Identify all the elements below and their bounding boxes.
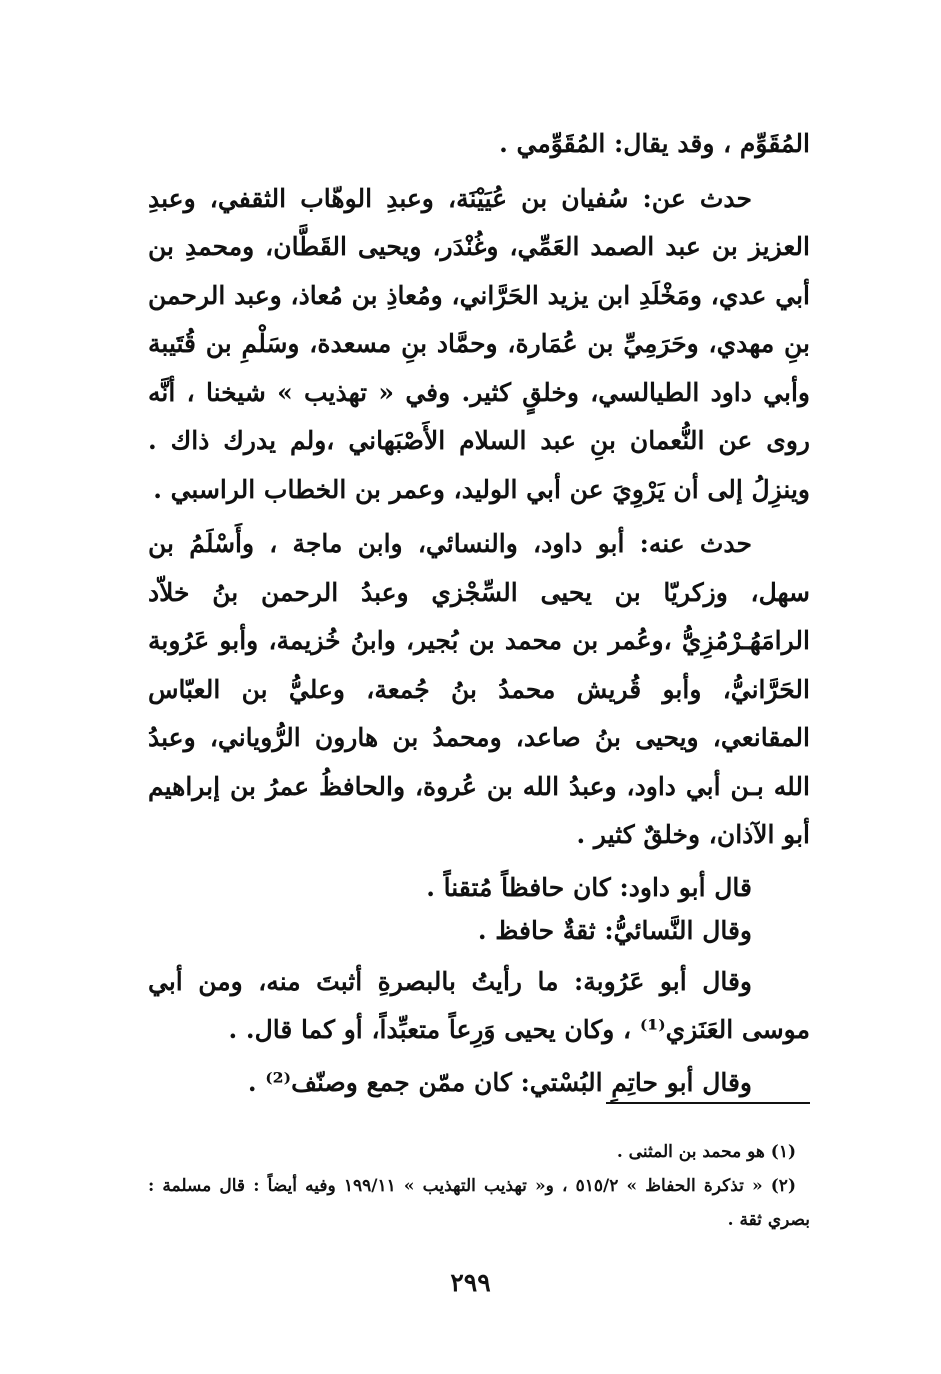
main-text xyxy=(148,120,810,1104)
footnote-2: (٢) « تذكرة الحفاظ » ٥١٥/٢ ، و« تهذيب التهذيب » ١٩٩/١١ وفيه أيضاً : قال مسلمة : بصري ثقة . xyxy=(148,1176,810,1230)
paragraph-students: حدث عنه: أبو داود، والنسائي، وابن ماجة ، وأَسْلَمُ بن سهل، وزكريّا بن يحيى السِّجْزي وعبدُ الرحمن بنُ خلاّد الرامَهُـرْمُزِيُّ ،وعُمر بن محمد بن بُجير، وابنُ خُزيمة، وأبو عَرُوبة الحَرَّانيُّ، وأبو قُريش محمدُ بنُ جُمعة، وعليُّ بن العبّاس المقانعي، ويحيى بنُ صاعد، ومحمدُ بن هارون الرُّوياني، وعبدُ الله بـن أبي داود، وعبدُ الله بن عُروة، والحافظُ عمرُ بن إبراهيم أبو الآذان، وخلقٌ كثير . xyxy=(148,529,810,849)
paragraph-teachers: حدث عن: سُفيان بن عُيَيْنَة، وعبدِ الوهّاب الثقفي، وعبدِ العزيز بن عبد الصمد العَمِّي، وغُنْدَر، ويحيى القَطَّان، ومحمدِ بن أبي عدي، ومَخْلَدِ ابن يزيد الحَرَّاني، ومُعاذِ بن مُعاذ، وعبد الرحمن بنِ مهدي، وحَرَمِيِّ بن عُمَارة، وحمَّاد بنِ مسعدة، وسَلْمِ بن قُتَيبة وأبي داود الطيالسي، وخلقٍ كثير. وفي « تهذيب » شيخنا ، أنَّه روى عن النُّعمان بنِ عبد السلام الأَصْبَهاني ،ولم يدرك ذاك . وينزِلُ إلى أن يَرْوِيَ عن أبي الوليد، وعمر بن الخطاب الراسبي . xyxy=(148,183,810,504)
quote-nasai: وقال النَّسائيُّ: ثقةٌ حافظ . xyxy=(477,915,752,945)
quote-abu-dawud: قال أبو داود: كان حافظاً مُتقناً . xyxy=(426,872,752,902)
page-number: ٢٩٩ xyxy=(450,1268,491,1297)
paragraph-nisba: المُقَوِّم ، وقد يقال: المُقَوِّمي . xyxy=(499,129,810,158)
footnote-separator xyxy=(606,1102,810,1104)
footnotes xyxy=(148,1135,810,1237)
paragraph-abu-aruba: وقال أبو عَرُوبة: ما رأيتُ بالبصرةِ أثبتَ منه، ومن أبي موسى العَنَزي⁽¹⁾ ، وكان يحيى وَرِعاً متعبِّداً، أو كما قال. . xyxy=(148,966,810,1044)
quote-abu-hatim: وقال أبو حاتِمِ البُسْتي: كان ممّن جمع وصنّف⁽²⁾ . xyxy=(247,1067,752,1097)
footnote-1: (١) هو محمد بن المثنى . xyxy=(616,1142,796,1162)
